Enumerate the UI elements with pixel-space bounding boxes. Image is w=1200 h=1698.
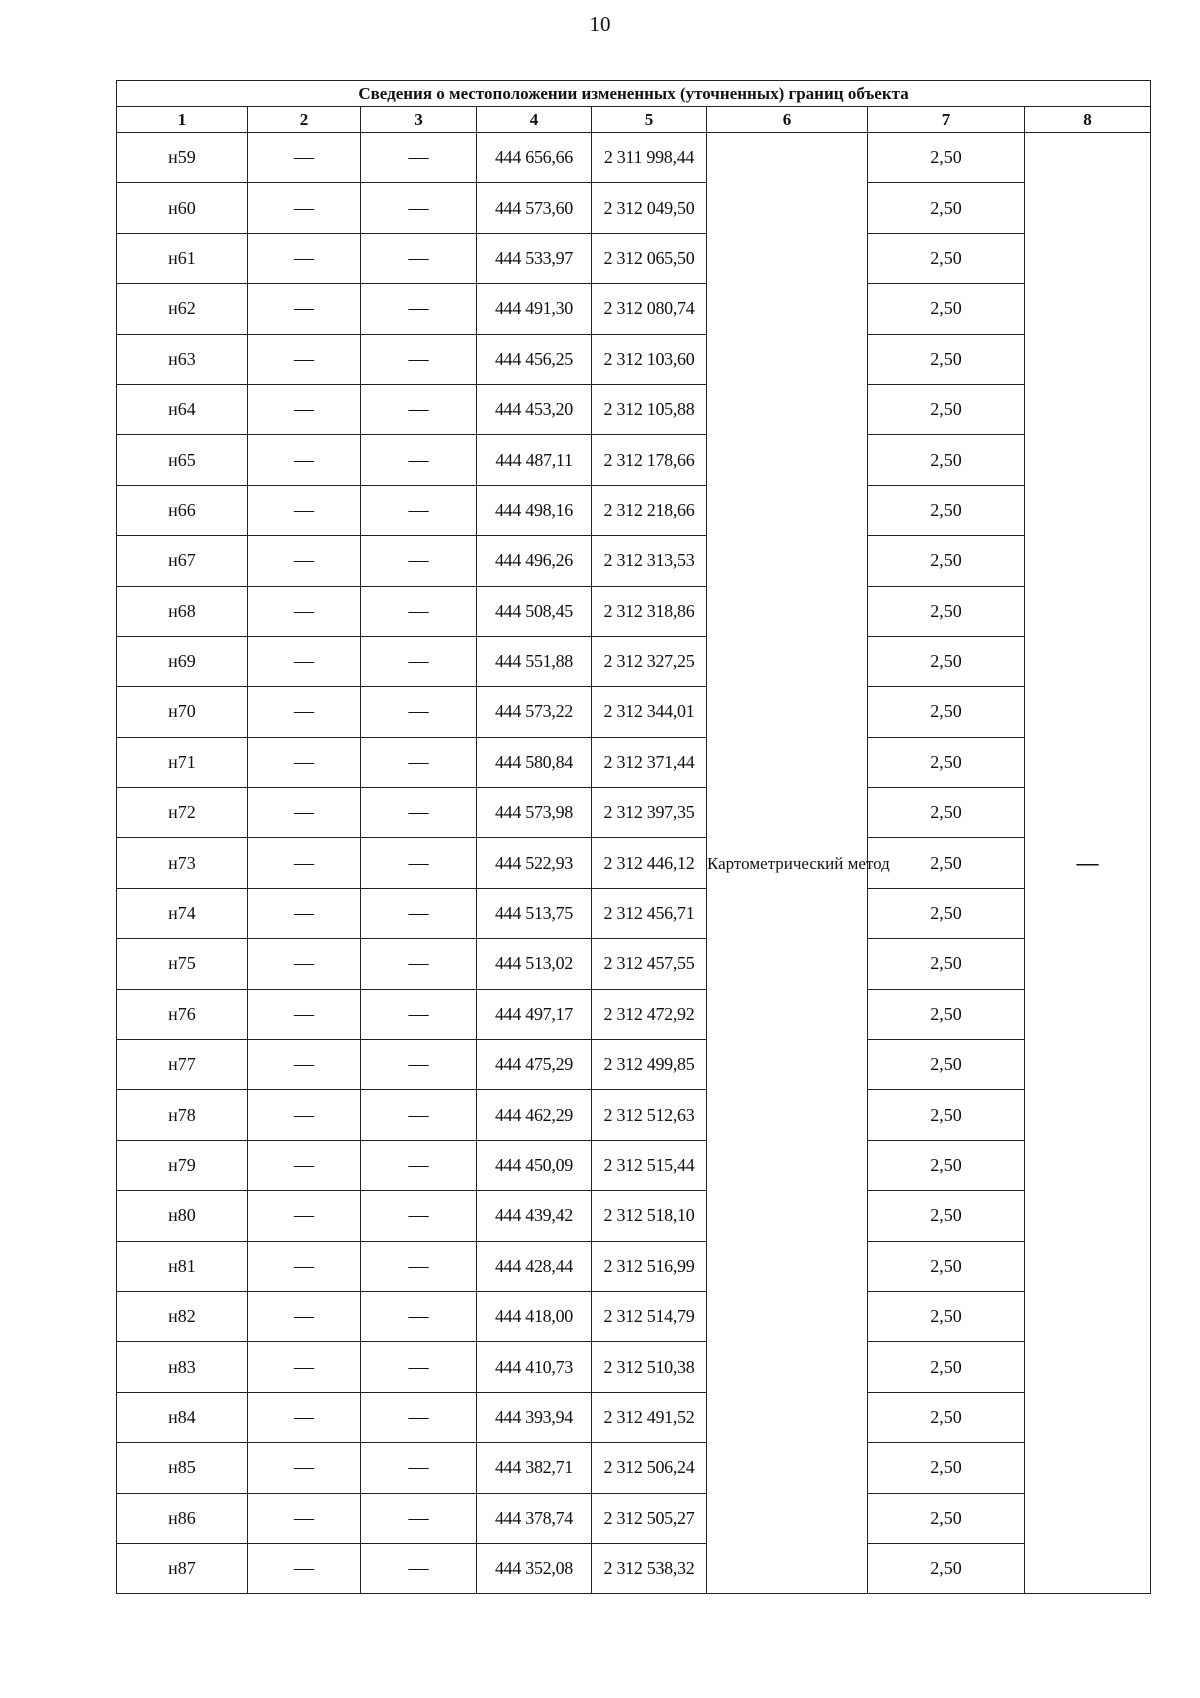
- column-3-value: —: [361, 888, 477, 938]
- table-row: [117, 435, 1151, 485]
- column-number: 5: [592, 107, 707, 133]
- column-2-value: —: [248, 1140, 361, 1190]
- accuracy-value: 2,50: [868, 838, 1025, 888]
- y-coordinate: 2 312 103,60: [592, 334, 707, 384]
- column-number: 4: [477, 107, 592, 133]
- accuracy-value: 2,50: [868, 1191, 1025, 1241]
- column-2-value: —: [248, 1443, 361, 1493]
- column-3-value: —: [361, 435, 477, 485]
- table-row: [117, 1291, 1151, 1341]
- y-coordinate: 2 312 065,50: [592, 233, 707, 283]
- table-row: [117, 687, 1151, 737]
- table-row: [117, 1191, 1151, 1241]
- y-coordinate: 2 312 371,44: [592, 737, 707, 787]
- table-body: [117, 133, 1151, 1594]
- point-number: н82: [117, 1291, 248, 1341]
- y-coordinate: 2 312 218,66: [592, 485, 707, 535]
- column-2-value: —: [248, 435, 361, 485]
- column-2-value: —: [248, 284, 361, 334]
- point-number: н78: [117, 1090, 248, 1140]
- column-3-value: —: [361, 1543, 477, 1593]
- column-3-value: —: [361, 989, 477, 1039]
- point-number: н77: [117, 1040, 248, 1090]
- table-row: [117, 384, 1151, 434]
- table-row: [117, 939, 1151, 989]
- x-coordinate: 444 487,11: [477, 435, 592, 485]
- column-3-value: —: [361, 1493, 477, 1543]
- x-coordinate: 444 551,88: [477, 636, 592, 686]
- accuracy-value: 2,50: [868, 435, 1025, 485]
- column-2-value: —: [248, 384, 361, 434]
- column-3-value: —: [361, 1291, 477, 1341]
- point-number: н60: [117, 183, 248, 233]
- table-caption: Сведения о местоположении измененных (уточненных) границ объекта: [117, 81, 1151, 107]
- point-number: н85: [117, 1443, 248, 1493]
- x-coordinate: 444 498,16: [477, 485, 592, 535]
- point-number: н84: [117, 1392, 248, 1442]
- column-3-value: —: [361, 334, 477, 384]
- column-3-value: —: [361, 687, 477, 737]
- column-3-value: —: [361, 233, 477, 283]
- accuracy-value: 2,50: [868, 133, 1025, 183]
- accuracy-value: 2,50: [868, 233, 1025, 283]
- table-row: [117, 1040, 1151, 1090]
- x-coordinate: 444 533,97: [477, 233, 592, 283]
- column-number: 6: [707, 107, 868, 133]
- x-coordinate: 444 439,42: [477, 1191, 592, 1241]
- column-2-value: —: [248, 737, 361, 787]
- column-3-value: —: [361, 485, 477, 535]
- y-coordinate: 2 312 491,52: [592, 1392, 707, 1442]
- column-2-value: —: [248, 687, 361, 737]
- table-row: [117, 636, 1151, 686]
- accuracy-value: 2,50: [868, 888, 1025, 938]
- column-2-value: —: [248, 1040, 361, 1090]
- point-number: н69: [117, 636, 248, 686]
- column-2-value: —: [248, 485, 361, 535]
- column-3-value: —: [361, 1342, 477, 1392]
- point-number: н79: [117, 1140, 248, 1190]
- x-coordinate: 444 378,74: [477, 1493, 592, 1543]
- accuracy-value: 2,50: [868, 1342, 1025, 1392]
- y-coordinate: 2 312 515,44: [592, 1140, 707, 1190]
- accuracy-value: 2,50: [868, 586, 1025, 636]
- boundary-coordinates-table: [116, 80, 1151, 1594]
- point-number: н66: [117, 485, 248, 535]
- column-2-value: —: [248, 1493, 361, 1543]
- table-row: [117, 1090, 1151, 1140]
- column-2-value: —: [248, 888, 361, 938]
- table-row: [117, 1140, 1151, 1190]
- column-3-value: —: [361, 939, 477, 989]
- point-number: н70: [117, 687, 248, 737]
- y-coordinate: 2 312 505,27: [592, 1493, 707, 1543]
- accuracy-value: 2,50: [868, 1493, 1025, 1543]
- x-coordinate: 444 513,75: [477, 888, 592, 938]
- y-coordinate: 2 312 456,71: [592, 888, 707, 938]
- x-coordinate: 444 462,29: [477, 1090, 592, 1140]
- accuracy-value: 2,50: [868, 1140, 1025, 1190]
- column-2-value: —: [248, 586, 361, 636]
- table-row: [117, 233, 1151, 283]
- column-3-value: —: [361, 1392, 477, 1442]
- x-coordinate: 444 393,94: [477, 1392, 592, 1442]
- table-row: [117, 485, 1151, 535]
- point-number: н63: [117, 334, 248, 384]
- y-coordinate: 2 312 516,99: [592, 1241, 707, 1291]
- table-row: [117, 586, 1151, 636]
- table-row: [117, 1543, 1151, 1593]
- accuracy-value: 2,50: [868, 1040, 1025, 1090]
- column-2-value: —: [248, 1090, 361, 1140]
- point-number: н81: [117, 1241, 248, 1291]
- column-3-value: —: [361, 536, 477, 586]
- y-coordinate: 2 312 457,55: [592, 939, 707, 989]
- accuracy-value: 2,50: [868, 737, 1025, 787]
- point-number: н64: [117, 384, 248, 434]
- table-row: [117, 1342, 1151, 1392]
- point-number: н75: [117, 939, 248, 989]
- accuracy-value: 2,50: [868, 183, 1025, 233]
- column-3-value: —: [361, 1140, 477, 1190]
- point-number: н61: [117, 233, 248, 283]
- column-3-value: —: [361, 636, 477, 686]
- column-3-value: —: [361, 1443, 477, 1493]
- point-number: н73: [117, 838, 248, 888]
- column-3-value: —: [361, 1241, 477, 1291]
- table-row: [117, 1392, 1151, 1442]
- column-number: 3: [361, 107, 477, 133]
- table-row: [117, 133, 1151, 183]
- table-row: [117, 989, 1151, 1039]
- column-2-value: —: [248, 788, 361, 838]
- column-number-row: [117, 107, 1151, 133]
- column-number: 8: [1025, 107, 1151, 133]
- column-3-value: —: [361, 586, 477, 636]
- column-3-value: —: [361, 1191, 477, 1241]
- column-2-value: —: [248, 1392, 361, 1442]
- point-number: н83: [117, 1342, 248, 1392]
- x-coordinate: 444 573,98: [477, 788, 592, 838]
- point-number: н59: [117, 133, 248, 183]
- accuracy-value: 2,50: [868, 1392, 1025, 1442]
- table-row: [117, 334, 1151, 384]
- point-number: н71: [117, 737, 248, 787]
- column-3-value: —: [361, 183, 477, 233]
- point-number: н62: [117, 284, 248, 334]
- accuracy-value: 2,50: [868, 334, 1025, 384]
- column-8-value: —: [1025, 133, 1151, 1594]
- column-2-value: —: [248, 1241, 361, 1291]
- y-coordinate: 2 312 318,86: [592, 586, 707, 636]
- accuracy-value: 2,50: [868, 284, 1025, 334]
- column-3-value: —: [361, 838, 477, 888]
- x-coordinate: 444 573,60: [477, 183, 592, 233]
- accuracy-value: 2,50: [868, 1090, 1025, 1140]
- y-coordinate: 2 312 512,63: [592, 1090, 707, 1140]
- accuracy-value: 2,50: [868, 536, 1025, 586]
- column-2-value: —: [248, 334, 361, 384]
- column-2-value: —: [248, 838, 361, 888]
- column-2-value: —: [248, 939, 361, 989]
- y-coordinate: 2 312 446,12: [592, 838, 707, 888]
- accuracy-value: 2,50: [868, 485, 1025, 535]
- table-row: [117, 1493, 1151, 1543]
- point-number: н65: [117, 435, 248, 485]
- x-coordinate: 444 508,45: [477, 586, 592, 636]
- accuracy-value: 2,50: [868, 989, 1025, 1039]
- column-2-value: —: [248, 233, 361, 283]
- point-number: н76: [117, 989, 248, 1039]
- y-coordinate: 2 312 105,88: [592, 384, 707, 434]
- y-coordinate: 2 312 510,38: [592, 1342, 707, 1392]
- column-3-value: —: [361, 133, 477, 183]
- accuracy-value: 2,50: [868, 1241, 1025, 1291]
- x-coordinate: 444 418,00: [477, 1291, 592, 1341]
- point-number: н72: [117, 788, 248, 838]
- column-number: 2: [248, 107, 361, 133]
- x-coordinate: 444 410,73: [477, 1342, 592, 1392]
- column-3-value: —: [361, 1040, 477, 1090]
- point-number: н86: [117, 1493, 248, 1543]
- y-coordinate: 2 312 080,74: [592, 284, 707, 334]
- x-coordinate: 444 513,02: [477, 939, 592, 989]
- table-row: [117, 737, 1151, 787]
- table-header: [117, 81, 1151, 133]
- x-coordinate: 444 656,66: [477, 133, 592, 183]
- column-2-value: —: [248, 1191, 361, 1241]
- column-number: 1: [117, 107, 248, 133]
- y-coordinate: 2 312 313,53: [592, 536, 707, 586]
- accuracy-value: 2,50: [868, 939, 1025, 989]
- column-2-value: —: [248, 1291, 361, 1341]
- y-coordinate: 2 312 506,24: [592, 1443, 707, 1493]
- y-coordinate: 2 312 397,35: [592, 788, 707, 838]
- y-coordinate: 2 312 514,79: [592, 1291, 707, 1341]
- accuracy-value: 2,50: [868, 1543, 1025, 1593]
- x-coordinate: 444 491,30: [477, 284, 592, 334]
- x-coordinate: 444 496,26: [477, 536, 592, 586]
- column-3-value: —: [361, 1090, 477, 1140]
- column-2-value: —: [248, 183, 361, 233]
- y-coordinate: 2 312 499,85: [592, 1040, 707, 1090]
- point-number: н87: [117, 1543, 248, 1593]
- x-coordinate: 444 475,29: [477, 1040, 592, 1090]
- table-row: [117, 536, 1151, 586]
- table-row: [117, 788, 1151, 838]
- column-2-value: —: [248, 133, 361, 183]
- accuracy-value: 2,50: [868, 384, 1025, 434]
- x-coordinate: 444 453,20: [477, 384, 592, 434]
- determination-method: Картометрический метод: [707, 133, 868, 1594]
- accuracy-value: 2,50: [868, 687, 1025, 737]
- x-coordinate: 444 352,08: [477, 1543, 592, 1593]
- y-coordinate: 2 311 998,44: [592, 133, 707, 183]
- y-coordinate: 2 312 538,32: [592, 1543, 707, 1593]
- x-coordinate: 444 428,44: [477, 1241, 592, 1291]
- column-2-value: —: [248, 1342, 361, 1392]
- table-row: [117, 888, 1151, 938]
- accuracy-value: 2,50: [868, 1443, 1025, 1493]
- x-coordinate: 444 382,71: [477, 1443, 592, 1493]
- y-coordinate: 2 312 518,10: [592, 1191, 707, 1241]
- point-number: н67: [117, 536, 248, 586]
- y-coordinate: 2 312 472,92: [592, 989, 707, 1039]
- point-number: н74: [117, 888, 248, 938]
- x-coordinate: 444 573,22: [477, 687, 592, 737]
- accuracy-value: 2,50: [868, 1291, 1025, 1341]
- y-coordinate: 2 312 049,50: [592, 183, 707, 233]
- column-2-value: —: [248, 636, 361, 686]
- column-3-value: —: [361, 788, 477, 838]
- column-2-value: —: [248, 536, 361, 586]
- x-coordinate: 444 456,25: [477, 334, 592, 384]
- accuracy-value: 2,50: [868, 636, 1025, 686]
- column-3-value: —: [361, 737, 477, 787]
- table-row: [117, 838, 1151, 888]
- column-3-value: —: [361, 384, 477, 434]
- column-2-value: —: [248, 989, 361, 1039]
- accuracy-value: 2,50: [868, 788, 1025, 838]
- page-number: 10: [589, 12, 611, 36]
- point-number: н80: [117, 1191, 248, 1241]
- x-coordinate: 444 497,17: [477, 989, 592, 1039]
- table-row: [117, 1443, 1151, 1493]
- y-coordinate: 2 312 178,66: [592, 435, 707, 485]
- y-coordinate: 2 312 344,01: [592, 687, 707, 737]
- x-coordinate: 444 450,09: [477, 1140, 592, 1190]
- column-2-value: —: [248, 1543, 361, 1593]
- y-coordinate: 2 312 327,25: [592, 636, 707, 686]
- x-coordinate: 444 580,84: [477, 737, 592, 787]
- column-number: 7: [868, 107, 1025, 133]
- column-3-value: —: [361, 284, 477, 334]
- table-row: [117, 1241, 1151, 1291]
- x-coordinate: 444 522,93: [477, 838, 592, 888]
- table-row: [117, 183, 1151, 233]
- point-number: н68: [117, 586, 248, 636]
- table-row: [117, 284, 1151, 334]
